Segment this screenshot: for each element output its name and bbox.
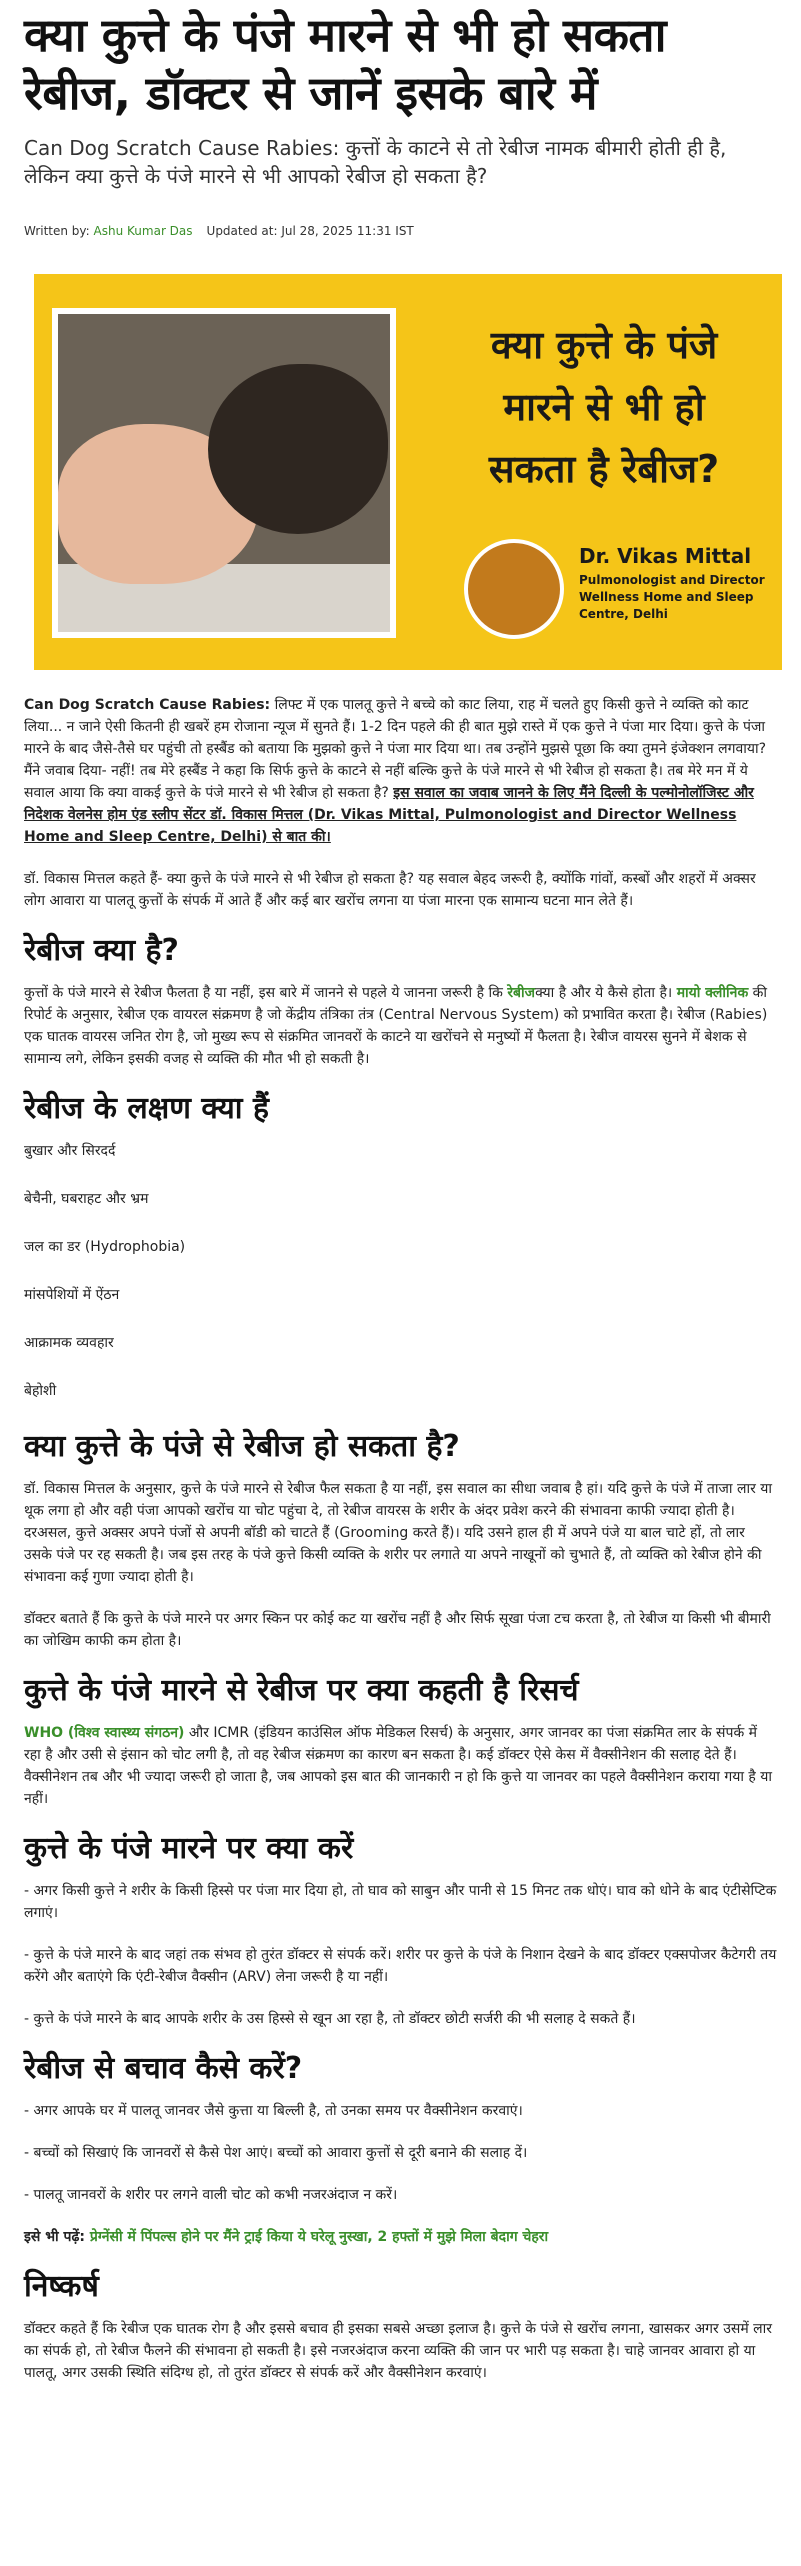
article-title: क्या कुत्ते के पंजे मारने से भी हो सकता रेबीज, डॉक्टर से जानें इसके बारे में [24,8,667,120]
byline [24,224,777,238]
list-item: बेचैनी, घबराहट और भ्रम [24,1191,149,1207]
read-more [24,2226,777,2248]
list-item: - पालतू जानवरों के शरीर पर लगने वाली चोट को कभी नजरअंदाज न करें। [24,2187,398,2203]
symptoms-list [24,1140,777,1402]
list-item: - कुत्ते के पंजे मारने के बाद जहां तक संभव हो तुरंत डॉक्टर से संपर्क करें। शरीर पर कुत्ते के पंजे के निशान देखने के बाद डॉक्टर एक्सपोजर कैटेगरी तय करेंगे और बताएंगे कि एंटी-रेबीज वैक्सीन (ARV) लेना जरूरी है या नहीं। [24,1947,777,1985]
readmore-link[interactable]: प्रेग्नेंसी में पिंपल्स होने पर मैंने ट्राई किया ये घरेलू नुस्खा, 2 हफ्तों में मुझे मिला बेदाग चेहरा [85,2229,549,2245]
heading-what-is-rabies: रेबीज क्या है? [24,933,179,968]
dog-shape [208,364,388,534]
s1-text-3: की रिपोर्ट के अनुसार, रेबीज एक वायरल संक्रमण है जो केंद्रीय तंत्रिका तंत्र (Central Nervous System) को प्रभावित करता है। रेबीज (Rabies) एक घातक वायरस जनित रोग है, जो मुख्य रूप से संक्रमित जानवरों के काटने या खरोंचने से मनुष्यों में फैलता है। रेबीज वायरस सुनने में बेशक से सामान्य लगे, लेकिन इसकी वजह से व्यक्ति की मौत भी हो सकती है। [24,985,768,1067]
intro-lead: Can Dog Scratch Cause Rabies: [24,697,271,713]
article-body [24,694,777,2384]
readmore-label: इसे भी पढ़ें: [24,2229,85,2245]
updated-date: Updated at: Jul 28, 2025 11:31 IST [206,224,414,238]
who-link[interactable]: WHO (विश्व स्वास्थ्य संगठन) [24,1725,185,1741]
list-item: मांसपेशियों में ऐंठन [24,1287,120,1303]
list-item: - अगर आपके घर में पालतू जानवर जैसे कुत्ता या बिल्ली है, तो उनका समय पर वैक्सीनेशन करवाएं। [24,2103,523,2119]
hero-line-3: सकता है रेबीज? [488,447,720,491]
hero-image [34,274,782,670]
intro-paragraph [24,694,777,848]
heading-what-to-do: कुत्ते के पंजे मारने पर क्या करें [24,1831,354,1866]
list-item: - बच्चों को सिखाएं कि जानवरों से कैसे पेश आएं। बच्चों को आवारा कुत्तों से दूरी बनाने की सलाह दें। [24,2145,528,2161]
research-text: और ICMR (इंडियन काउंसिल ऑफ मेडिकल रिसर्च) के अनुसार, अगर जानवर का पंजा संक्रमित लार के संपर्क में रहा है और उसी से इंसान को चोट लगी है, तो वह रेबीज संक्रमण का कारण बन सकता है। कई डॉक्टर ऐसे केस में वैक्सीनेशन की सलाह देते हैं। वैक्सीनेशन तब और भी ज्यादा जरूरी हो जाता है, जब आपको इस बात की जानकारी न हो कि कुत्ते या जानवर का पहले वैक्सीनेशन कराया गया है या नहीं। [24,1725,773,1807]
hero-line-1: क्या कुत्ते के पंजे [490,323,718,367]
heading-can-scratch-cause: क्या कुत्ते के पंजे से रेबीज हो सकता है? [24,1429,460,1464]
heading-research: कुत्ते के पंजे मारने से रेबीज पर क्या कहती है रिसर्च [24,1673,579,1708]
hero-headline [444,314,764,500]
byline-label: Written by: [24,224,90,238]
heading-prevention: रेबीज से बचाव कैसे करें? [24,2051,303,2086]
s3-paragraph-1: डॉ. विकास मित्तल के अनुसार, कुत्ते के पंजे मारने से रेबीज फैल सकता है या नहीं, इस सवाल का सीधा जवाब है हां। यदि कुत्ते के पंजे में ताजा लार या थूक लगा हो और वही पंजा आपको खरोंच या चोट पहुंचा दे, तो रेबीज वायरस के शरीर के अंदर प्रवेश करने की संभावना काफी ज्यादा होती है। दरअसल, कुत्ते अक्सर अपने पंजों से अपनी बॉडी को चाटते हैं (Grooming करते हैं)। यदि उसने हाल ही में अपने पंजे या बाल चाटे हों, तो लार उसके पंजे पर रह सकती है। जब इस तरह के पंजे कुत्ते किसी व्यक्ति के शरीर पर लगाते या अपने नाखूनों को चुभाते हैं, तो व्यक्ति को रेबीज होने की संभावना कई गुणा ज्यादा होती है। [24,1481,773,1585]
conclusion-paragraph: डॉक्टर कहते हैं कि रेबीज एक घातक रोग है और इससे बचाव ही इसका सबसे अच्छा इलाज है। कुत्ते के पंजे से खरोंच लगना, खासकर अगर उसमें लार का संपर्क हो, तो रेबीज फैलने की संभावना हो सकती है। इसे नजरअंदाज करना व्यक्ति की जान पर भारी पड़ सकता है। चाहे जानवर आवारा हो या पालतू, अगर उसकी स्थिति संदिग्ध हो, तो तुरंत डॉक्टर से संपर्क करें और वैक्सीनेशन करवाएं। [24,2321,773,2381]
list-item: - अगर किसी कुत्ते ने शरीर के किसी हिस्से पर पंजा मार दिया हो, तो घाव को साबुन और पानी से 15 मिनट तक धोएं। घाव को धोने के बाद एंटीसेप्टिक लगाएं। [24,1883,777,1921]
dog-photo [52,308,396,638]
article-subtitle: Can Dog Scratch Cause Rabies: कुत्तों के काटने से तो रेबीज नामक बीमारी होती ही है, लेकिन क्या कुत्ते के पंजे मारने से भी आपको रेबीज हो सकता है? [24,136,727,188]
author-block [24,224,193,238]
hero-line-2: मारने से भी हो [503,385,705,429]
rabies-link[interactable]: रेबीज [507,985,536,1001]
list-item: आक्रामक व्यवहार [24,1335,114,1351]
heading-conclusion: निष्कर्ष [24,2269,99,2304]
list-item: बुखार और सिरदर्द [24,1143,116,1159]
intro-text: लिफ्ट में एक पालतू कुत्ते ने बच्चे को काट लिया, राह में चलते हुए किसी कुत्ते ने व्यक्ति को काट लिया... न जाने ऐसी कितनी ही खबरें हम रोजाना न्यूज में सुनते हैं। 1-2 दिन पहले की ही बात मुझे रास्ते में एक कुत्ते ने पंजा मार दिया। कुत्ते के पंजा मारने के बाद जैसे-तैसे घर पहुंची तो हस्बैंड को बताया कि मुझको कुत्ते ने पंजा मार दिया था। तब उन्होंने मुझसे पूछा कि क्या तुमने इंजेक्शन लगवाया? मैंने जवाब दिया- नहीं! तब मेरे हस्बैंड ने कहा कि सिर्फ कुत्ते के काटने से नहीं बल्कि कुत्ते के पंजे मारने से भी रेबीज हो सकता है। तब मेरे मन में ये सवाल आया कि क्या वाकई कुत्ते के पंजे मारने से भी रेबीज हो सकता है? [24,697,767,801]
s3-paragraph-2: डॉक्टर बताते हैं कि कुत्ते के पंजे मारने पर अगर स्किन पर कोई कट या खरोंच नहीं है और सिर्फ सूखा पंजा टच करता है, तो रेबीज या किसी भी बीमारी का जोखिम काफी कम होता है। [24,1611,771,1649]
heading-symptoms: रेबीज के लक्षण क्या हैं [24,1091,269,1126]
doctor-desc: Pulmonologist and Director Wellness Home and Sleep Centre, Delhi [579,573,765,621]
s1-text-1: कुत्तों के पंजे मारने से रेबीज फैलता है या नहीं, इस बारे में जानने से पहले ये जानना जरूरी है कि [24,985,508,1001]
doctor-avatar [464,539,564,639]
intro-paragraph-2: डॉ. विकास मित्तल कहते हैं- क्या कुत्ते के पंजे मारने से भी रेबीज हो सकता है? यह सवाल बेहद जरूरी है, क्योंकि गांवों, कस्बों और शहरों में अक्सर लोग आवारा या पालतू कुत्तों के संपर्क में आते हैं और कई बार खरोंच लगना या पंजा मारना एक सामान्य घटना मान लेते हैं। [24,871,756,909]
list-item: जल का डर (Hydrophobia) [24,1239,186,1255]
list-item: - कुत्ते के पंजे मारने के बाद आपके शरीर के उस हिस्से से खून आ रहा है, तो डॉक्टर छोटी सर्जरी की भी सलाह दे सकते हैं। [24,2011,636,2027]
author-link[interactable]: Ashu Kumar Das [93,224,193,238]
rabies-paragraph [24,982,777,1070]
doctor-name: Dr. Vikas Mittal [579,544,752,568]
s1-text-2: क्या है और ये कैसे होता है। [535,985,677,1001]
mayo-clinic-link[interactable]: मायो क्लीनिक [676,985,749,1001]
list-item: बेहोशी [24,1383,57,1399]
research-paragraph [24,1722,777,1810]
intro-bold: इस सवाल का जवाब जानने के लिए मैंने दिल्ली के पल्मोनोलॉजिस्ट और निदेशक वेलनेस होम एंड स्लीप सेंटर डॉ. विकास मित्तल (Dr. Vikas Mittal, Pulmonologist and Director Wellness Home and Sleep Centre, Delhi) से बात की। [24,785,754,845]
